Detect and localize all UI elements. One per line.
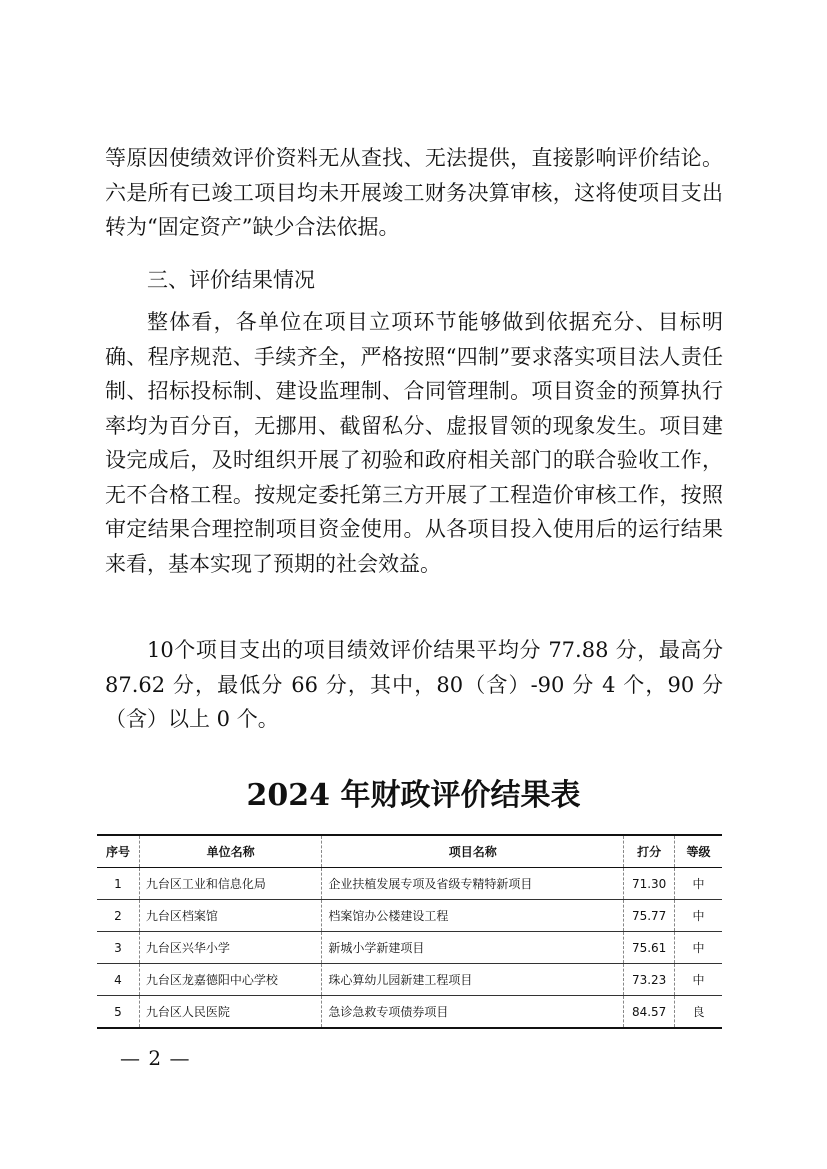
header-score: 打分 — [624, 835, 675, 868]
cell-score: 75.61 — [624, 932, 675, 964]
paragraph-summary — [105, 633, 723, 737]
cell-no: 2 — [97, 900, 139, 932]
result-table — [97, 834, 722, 1029]
table-header-row — [97, 835, 722, 868]
cell-unit: 九台区龙嘉德阳中心学校 — [139, 964, 321, 996]
section-heading-text: 三、评价结果情况 — [147, 268, 315, 292]
cell-unit: 九台区人民医院 — [139, 996, 321, 1029]
cell-project: 新城小学新建项目 — [322, 932, 624, 964]
paragraph-text: 整体看，各单位在项目立项环节能够做到依据充分、目标明确、程序规范、手续齐全，严格按照“四制”要求落实项目法人责任制、招标投标制、建设监理制、合同管理制。项目资金的预算执行率均为百分百，无挪用、截留私分、虚报冒领的现象发生。项目建设完成后，及时组织开展了初验和政府相关部门的联合验收工作，无不合格工程。按规定委托第三方开展了工程造价审核工作，按照审定结果合理控制项目资金使用。从各项目投入使用后的运行结果来看，基本实现了预期的社会效益。 — [105, 310, 723, 576]
cell-unit: 九台区工业和信息化局 — [139, 868, 321, 900]
section-heading — [105, 263, 723, 298]
cell-score: 73.23 — [624, 964, 675, 996]
cell-grade: 中 — [675, 868, 722, 900]
cell-grade: 中 — [675, 964, 722, 996]
table-row — [97, 868, 722, 900]
cell-no: 1 — [97, 868, 139, 900]
cell-project: 档案馆办公楼建设工程 — [322, 900, 624, 932]
cell-score: 84.57 — [624, 996, 675, 1029]
cell-grade: 中 — [675, 900, 722, 932]
header-unit: 单位名称 — [139, 835, 321, 868]
cell-score: 75.77 — [624, 900, 675, 932]
header-no: 序号 — [97, 835, 139, 868]
cell-project: 急诊急救专项债券项目 — [322, 996, 624, 1029]
table-title: 2024 年财政评价结果表 — [246, 778, 581, 813]
cell-no: 4 — [97, 964, 139, 996]
paragraph-text: 等原因使绩效评价资料无从查找、无法提供，直接影响评价结论。六是所有已竣工项目均未开展竣工财务决算审核，这将使项目支出转为“固定资产”缺少合法依据。 — [105, 146, 723, 239]
table-row — [97, 932, 722, 964]
cell-score: 71.30 — [624, 868, 675, 900]
cell-project: 企业扶植发展专项及省级专精特新项目 — [322, 868, 624, 900]
cell-grade: 中 — [675, 932, 722, 964]
cell-unit: 九台区兴华小学 — [139, 932, 321, 964]
page-number: — 2 — — [120, 1046, 191, 1070]
table-row — [97, 900, 722, 932]
cell-project: 珠心算幼儿园新建工程项目 — [322, 964, 624, 996]
paragraph-overview — [105, 305, 723, 581]
table-row — [97, 996, 722, 1029]
cell-unit: 九台区档案馆 — [139, 900, 321, 932]
header-project: 项目名称 — [322, 835, 624, 868]
cell-grade: 良 — [675, 996, 722, 1029]
table-row — [97, 964, 722, 996]
paragraph-text: 10个项目支出的项目绩效评价结果平均分 77.88 分，最高分 87.62 分，最低分 66 分，其中，80（含）-90 分 4 个，90 分（含）以上 0 个。 — [105, 638, 723, 731]
cell-no: 3 — [97, 932, 139, 964]
cell-no: 5 — [97, 996, 139, 1029]
paragraph-continued — [105, 141, 723, 245]
header-grade: 等级 — [675, 835, 722, 868]
